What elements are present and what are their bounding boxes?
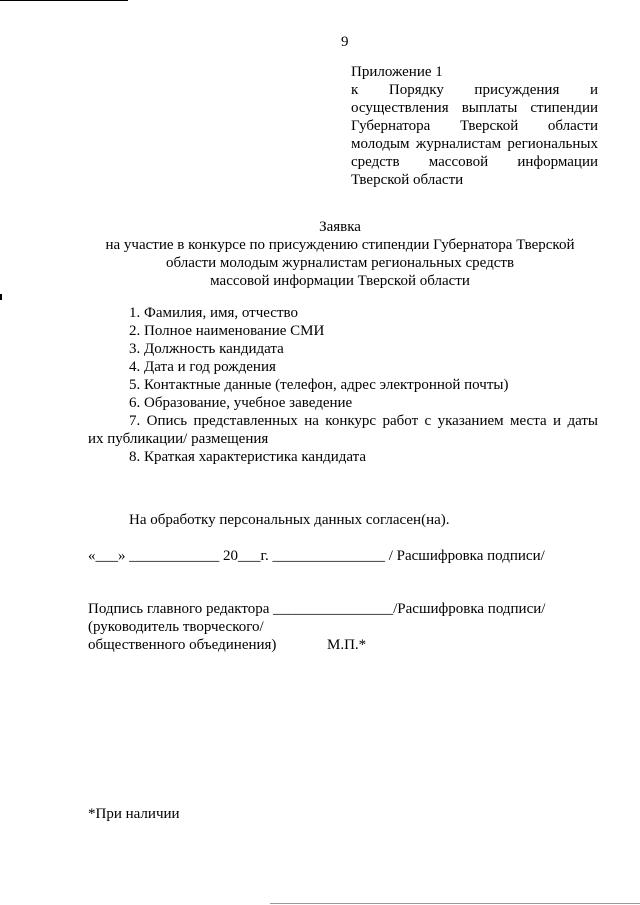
editor-role-line: общественного объединения) — [88, 637, 277, 653]
editor-role-line: (руководитель творческого/ — [88, 619, 264, 635]
stamp-label: М.П.* — [327, 637, 367, 653]
scan-artifact-bottom — [270, 903, 640, 904]
title-line: области молодым журналистам региональных средств — [165, 255, 515, 271]
list-item: 6. Образование, учебное заведение — [129, 395, 353, 411]
list-item: 5. Контактные данные (телефон, адрес электронной почты) — [129, 377, 509, 393]
page-number: 9 — [341, 34, 349, 50]
appendix-line: молодым журналистам региональных — [351, 136, 598, 152]
scan-artifact-top — [0, 0, 128, 1]
date-signature-line: «___» ____________ 20___г. _______________ / Расшифровка подписи/ — [88, 548, 545, 564]
list-item: 1. Фамилия, имя, отчество — [129, 305, 298, 321]
list-item: 4. Дата и год рождения — [129, 359, 276, 375]
appendix-line: средств массовой информации — [351, 154, 598, 170]
editor-signature-line: Подпись главного редактора ________________/Расшифровка подписи/ — [88, 601, 546, 617]
list-item: 7. Опись представленных на конкурс работ с указанием места и даты — [129, 413, 598, 429]
scan-artifact-left-mark — [0, 294, 2, 300]
appendix-line: Приложение 1 — [351, 64, 443, 80]
title-line: на участие в конкурсе по присуждению стипендии Губернатора Тверской — [105, 237, 575, 253]
list-item: 8. Краткая характеристика кандидата — [129, 449, 367, 465]
appendix-line: Губернатора Тверской области — [351, 118, 598, 134]
list-item-continuation: их публикации/ размещения — [88, 431, 269, 447]
list-item: 2. Полное наименование СМИ — [129, 323, 325, 339]
appendix-line: осуществления выплаты стипендии — [351, 100, 598, 116]
appendix-line: к Порядку присуждения и — [351, 82, 598, 98]
appendix-line: Тверской области — [351, 172, 464, 188]
title-heading: Заявка — [319, 219, 361, 235]
title-line: массовой информации Тверской области — [210, 273, 470, 289]
list-item: 3. Должность кандидата — [129, 341, 284, 357]
footnote: *При наличии — [88, 806, 180, 822]
consent-statement: На обработку персональных данных согласен(на). — [129, 512, 450, 528]
